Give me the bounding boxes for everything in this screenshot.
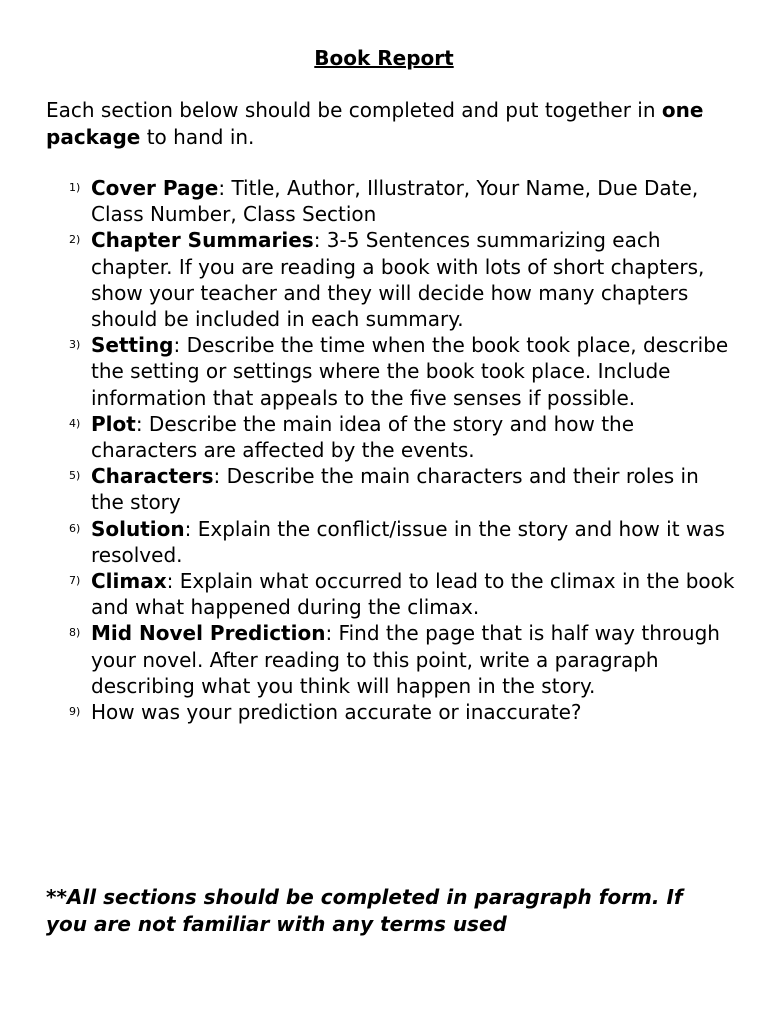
page-title: Book Report: [314, 46, 454, 70]
item-description: How was your prediction accurate or inaccurate?: [91, 700, 582, 725]
item-number: 1): [69, 181, 81, 194]
item-description: : Find the page that is half way through your novel. After reading to this point, write a paragraph describing what you think will happen in the story.: [91, 621, 720, 698]
item-number: 8): [69, 626, 81, 640]
list-item: [46, 516, 736, 568]
item-number: 4): [69, 416, 81, 430]
closing-note: **All sections should be completed in paragraph form. If you are not familiar with any terms used: [46, 885, 683, 936]
item-term: Chapter Summaries: [91, 228, 314, 253]
item-number: 7): [69, 574, 81, 588]
list-item: [46, 463, 736, 515]
item-term: Characters: [91, 464, 214, 489]
list-item: [46, 620, 736, 699]
item-term: Plot: [91, 411, 136, 436]
item-term: Mid Novel Prediction: [91, 621, 326, 646]
list-item: [46, 227, 736, 332]
item-number: 5): [69, 469, 81, 483]
item-term: Climax: [91, 569, 167, 594]
list-item: [46, 568, 736, 620]
list-item: [46, 411, 736, 463]
list-item: [46, 175, 736, 227]
item-term: Solution: [91, 516, 185, 541]
item-description: : Describe the main characters and their roles in the story: [91, 464, 699, 515]
item-description: : Describe the main idea of the story and how the characters are affected by the events.: [91, 411, 635, 463]
item-number: 6): [69, 521, 81, 535]
item-term: Cover Page: [91, 176, 219, 200]
item-description: : Title, Author, Illustrator, Your Name, Due Date, Class Number, Class Section: [91, 176, 699, 227]
list-item: [46, 699, 736, 725]
item-description: : Explain the conflict/issue in the story and how it was resolved.: [91, 516, 725, 567]
intro-text-end: to hand in.: [140, 125, 255, 149]
item-number: 3): [69, 338, 81, 352]
intro-emphasis: one package: [46, 98, 704, 149]
intro-paragraph: [46, 97, 736, 151]
item-description: : Explain what occurred to lead to the climax in the book and what happened during the climax.: [91, 569, 735, 620]
item-term: Setting: [91, 333, 174, 358]
item-description: : 3-5 Sentences summarizing each chapter. If you are reading a book with lots of short chapters, show your teacher and they will decide how many chapters should be included in each summary.: [91, 228, 705, 332]
list-item: [46, 332, 736, 411]
item-number: 9): [69, 705, 81, 719]
item-description: : Describe the time when the book took place, describe the setting or settings where the book took place. Include information that appeals to the five senses if possible.: [91, 333, 729, 410]
item-number: 2): [69, 233, 81, 247]
section-list: [46, 175, 736, 725]
intro-text-start: Each section below should be completed and put together in: [46, 98, 662, 122]
